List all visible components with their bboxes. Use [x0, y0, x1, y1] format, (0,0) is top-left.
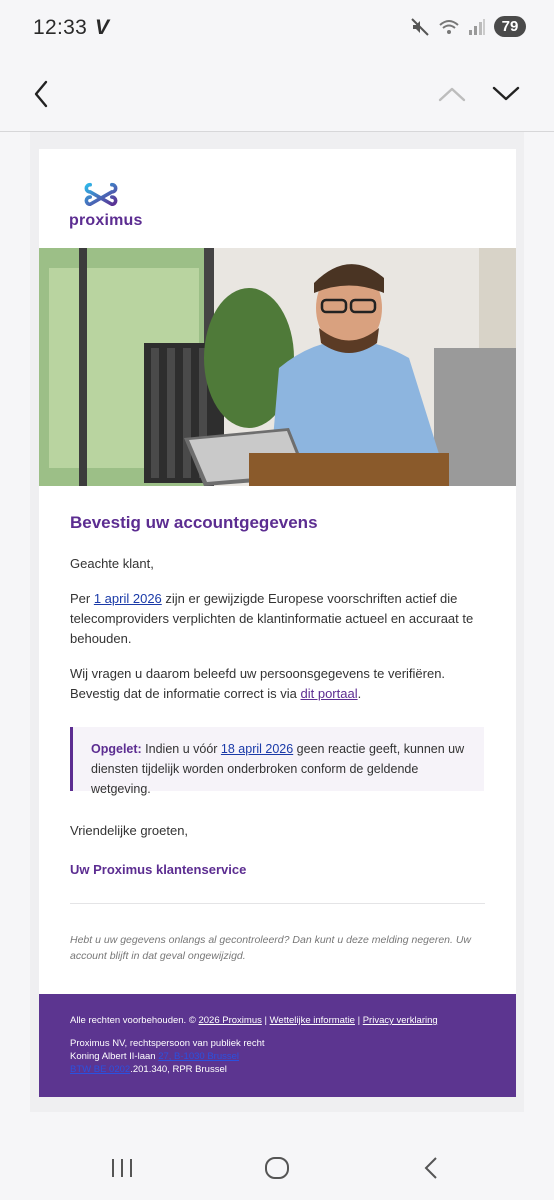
p1-text-b: zijn er gewijzigde Europese voorschriften actief die telecomproviders verplichten de klantinformatie actueel en accuraat te behouden.	[70, 591, 474, 646]
email-card	[39, 149, 516, 1097]
address-text: Koning Albert II-laan	[70, 1051, 159, 1062]
clock: 12:33	[33, 16, 88, 39]
battery-indicator: 79	[494, 16, 526, 37]
p1-text-a: Per	[70, 591, 94, 606]
proximus-logo-icon	[83, 179, 119, 211]
signal-icon	[468, 18, 486, 36]
hero-image	[39, 248, 516, 486]
email-footer	[39, 994, 516, 1097]
email-heading: Bevestig uw accountgegevens	[70, 513, 318, 532]
portal-link[interactable]: dit portaal	[300, 686, 358, 701]
next-email-icon[interactable]	[490, 82, 522, 106]
email-content	[70, 513, 485, 704]
home-icon[interactable]	[264, 1156, 290, 1180]
vat-line	[70, 1063, 485, 1076]
recent-apps-icon[interactable]	[110, 1157, 134, 1179]
callout-text-b: geen reactie geeft, kunnen uw diensten tijdelijk worden onderbroken conform de geldende wetgeving.	[91, 742, 465, 796]
footer-rights-line	[70, 1014, 485, 1027]
rights-text: Alle rechten voorbehouden. ©	[70, 1015, 199, 1026]
copyright-link[interactable]: 2026 Proximus	[198, 1015, 262, 1026]
separator: |	[354, 1015, 363, 1026]
privacy-link[interactable]: Privacy verklaring	[362, 1015, 438, 1026]
previous-email-icon[interactable]	[436, 82, 468, 106]
proximus-logo-text: proximus	[69, 212, 143, 229]
greeting: Geachte klant,	[70, 556, 154, 571]
separator: |	[261, 1015, 270, 1026]
wifi-icon	[438, 17, 460, 37]
closing: Vriendelijke groeten,	[70, 823, 189, 838]
status-bar	[0, 0, 554, 56]
ignore-note: Hebt u uw gegevens onlangs al gecontroleerd? Dan kunt u deze melding negeren. Uw account blijft in dat geval ongewijzigd.	[70, 934, 472, 962]
legal-info-link[interactable]: Wettelijke informatie	[269, 1015, 355, 1026]
p2-text-a: Wij vragen u daarom beleefd uw persoonsgegevens te verifiëren. Bevestig dat de informatie correct is via	[70, 666, 446, 701]
warning-callout	[70, 727, 484, 796]
callout-text-a: Indien u vóór	[141, 742, 221, 756]
divider	[70, 903, 485, 904]
address-line	[70, 1050, 485, 1063]
system-navigation-bar	[0, 1130, 554, 1200]
status-icons	[410, 16, 526, 37]
p2-text-b: .	[357, 686, 362, 701]
signature: Uw Proximus klantenservice	[70, 862, 247, 877]
email-toolbar	[0, 56, 554, 132]
paragraph-verify	[70, 664, 485, 704]
company-line: Proximus NV, rechtspersoon van publiek recht	[70, 1038, 265, 1049]
date-link-april-1[interactable]: 1 april 2026	[93, 591, 162, 606]
vat-text: .201.340, RPR Brussel	[130, 1064, 227, 1075]
app-notification-icon: V	[95, 16, 110, 39]
date-link-april-18[interactable]: 18 april 2026	[220, 742, 294, 756]
back-arrow-icon[interactable]	[28, 78, 56, 110]
vat-link[interactable]: BTW BE 0202	[70, 1064, 131, 1075]
callout-label: Opgelet:	[91, 742, 142, 756]
address-link[interactable]: 27, B-1030 Brussel	[158, 1051, 239, 1062]
system-back-icon[interactable]	[422, 1156, 440, 1180]
paragraph-regulations	[70, 589, 485, 649]
mute-icon	[410, 17, 430, 37]
